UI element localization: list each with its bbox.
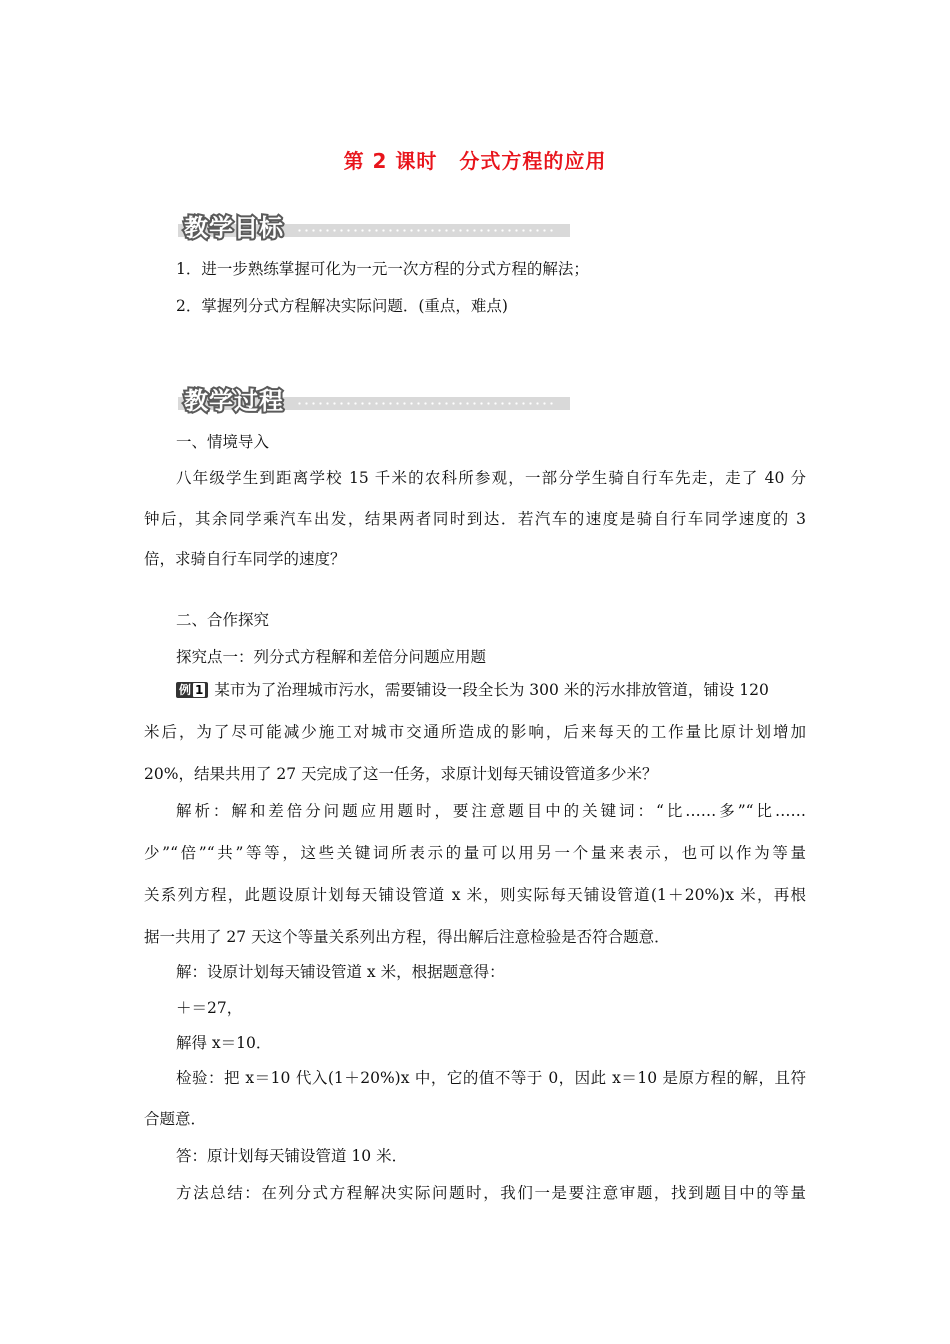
analysis-line-4: 据一共用了 27 天这个等量关系列出方程，得出解后注意检验是否符合题意． xyxy=(144,928,670,946)
section-label: 教学目标 xyxy=(184,214,284,242)
lesson-topic: 分式方程的应用 xyxy=(459,149,607,173)
solution-result: 解得 x＝10． xyxy=(176,1034,272,1052)
section-label: 教学过程 xyxy=(184,387,284,415)
intro-line-2: 钟后，其余同学乘汽车出发，结果两者同时到达．若汽车的速度是骑自行车同学速度的 3 xyxy=(144,510,806,528)
example-text-1: 某市为了治理城市污水，需要铺设一段全长为 300 米的污水排放管道，铺设 120 xyxy=(214,681,769,699)
part1-heading: 一、情境导入 xyxy=(176,433,270,451)
analysis-line-3: 关系列方程，此题设原计划每天铺设管道 x 米，则实际每天铺设管道(1＋20%)x 米，再根 xyxy=(144,886,806,904)
lesson-title xyxy=(0,145,950,174)
example-tag: 例 1 xyxy=(176,682,208,698)
objective-1: 1．进一步熟练掌握可化为一元一次方程的分式方程的解法； xyxy=(176,260,589,278)
section-header-process xyxy=(178,381,570,415)
example-line-1 xyxy=(176,680,806,700)
section-header-objectives xyxy=(178,208,570,242)
check-line-1: 检验：把 x＝10 代入(1＋20%)x 中，它的值不等于 0，因此 x＝10 是原方程的解，且符 xyxy=(176,1069,806,1087)
intro-line-1: 八年级学生到距离学校 15 千米的农科所参观，一部分学生骑自行车先走，走了 40 分 xyxy=(176,469,806,487)
lesson-number: 第 2 课时 xyxy=(343,149,438,173)
equation-line: ＋＝27， xyxy=(176,999,243,1017)
analysis-line-2: 少”“倍”“共”等等，这些关键词所表示的量可以用另一个量来表示，也可以作为等量 xyxy=(144,844,806,862)
objective-2: 2．掌握列分式方程解决实际问题．(重点，难点) xyxy=(176,297,508,315)
solution-line-1: 解：设原计划每天铺设管道 x 米，根据题意得： xyxy=(176,963,505,981)
intro-line-3: 倍，求骑自行车同学的速度？ xyxy=(144,550,346,568)
analysis-line-1: 解析：解和差倍分问题应用题时，要注意题目中的关键词：“比……多”“比…… xyxy=(176,802,806,820)
explore-point-heading: 探究点一：列分式方程解和差倍分问题应用题 xyxy=(176,648,487,666)
example-line-2: 米后，为了尽可能减少施工对城市交通所造成的影响，后来每天的工作量比原计划增加 xyxy=(144,723,806,741)
example-line-3: 20%，结果共用了 27 天完成了这一任务，求原计划每天铺设管道多少米？ xyxy=(144,765,658,783)
answer-line: 答：原计划每天铺设管道 10 米． xyxy=(176,1147,408,1165)
part2-heading: 二、合作探究 xyxy=(176,611,270,629)
check-line-2: 合题意． xyxy=(144,1110,207,1128)
summary-line: 方法总结：在列分式方程解决实际问题时，我们一是要注意审题，找到题目中的等量 xyxy=(176,1184,806,1202)
